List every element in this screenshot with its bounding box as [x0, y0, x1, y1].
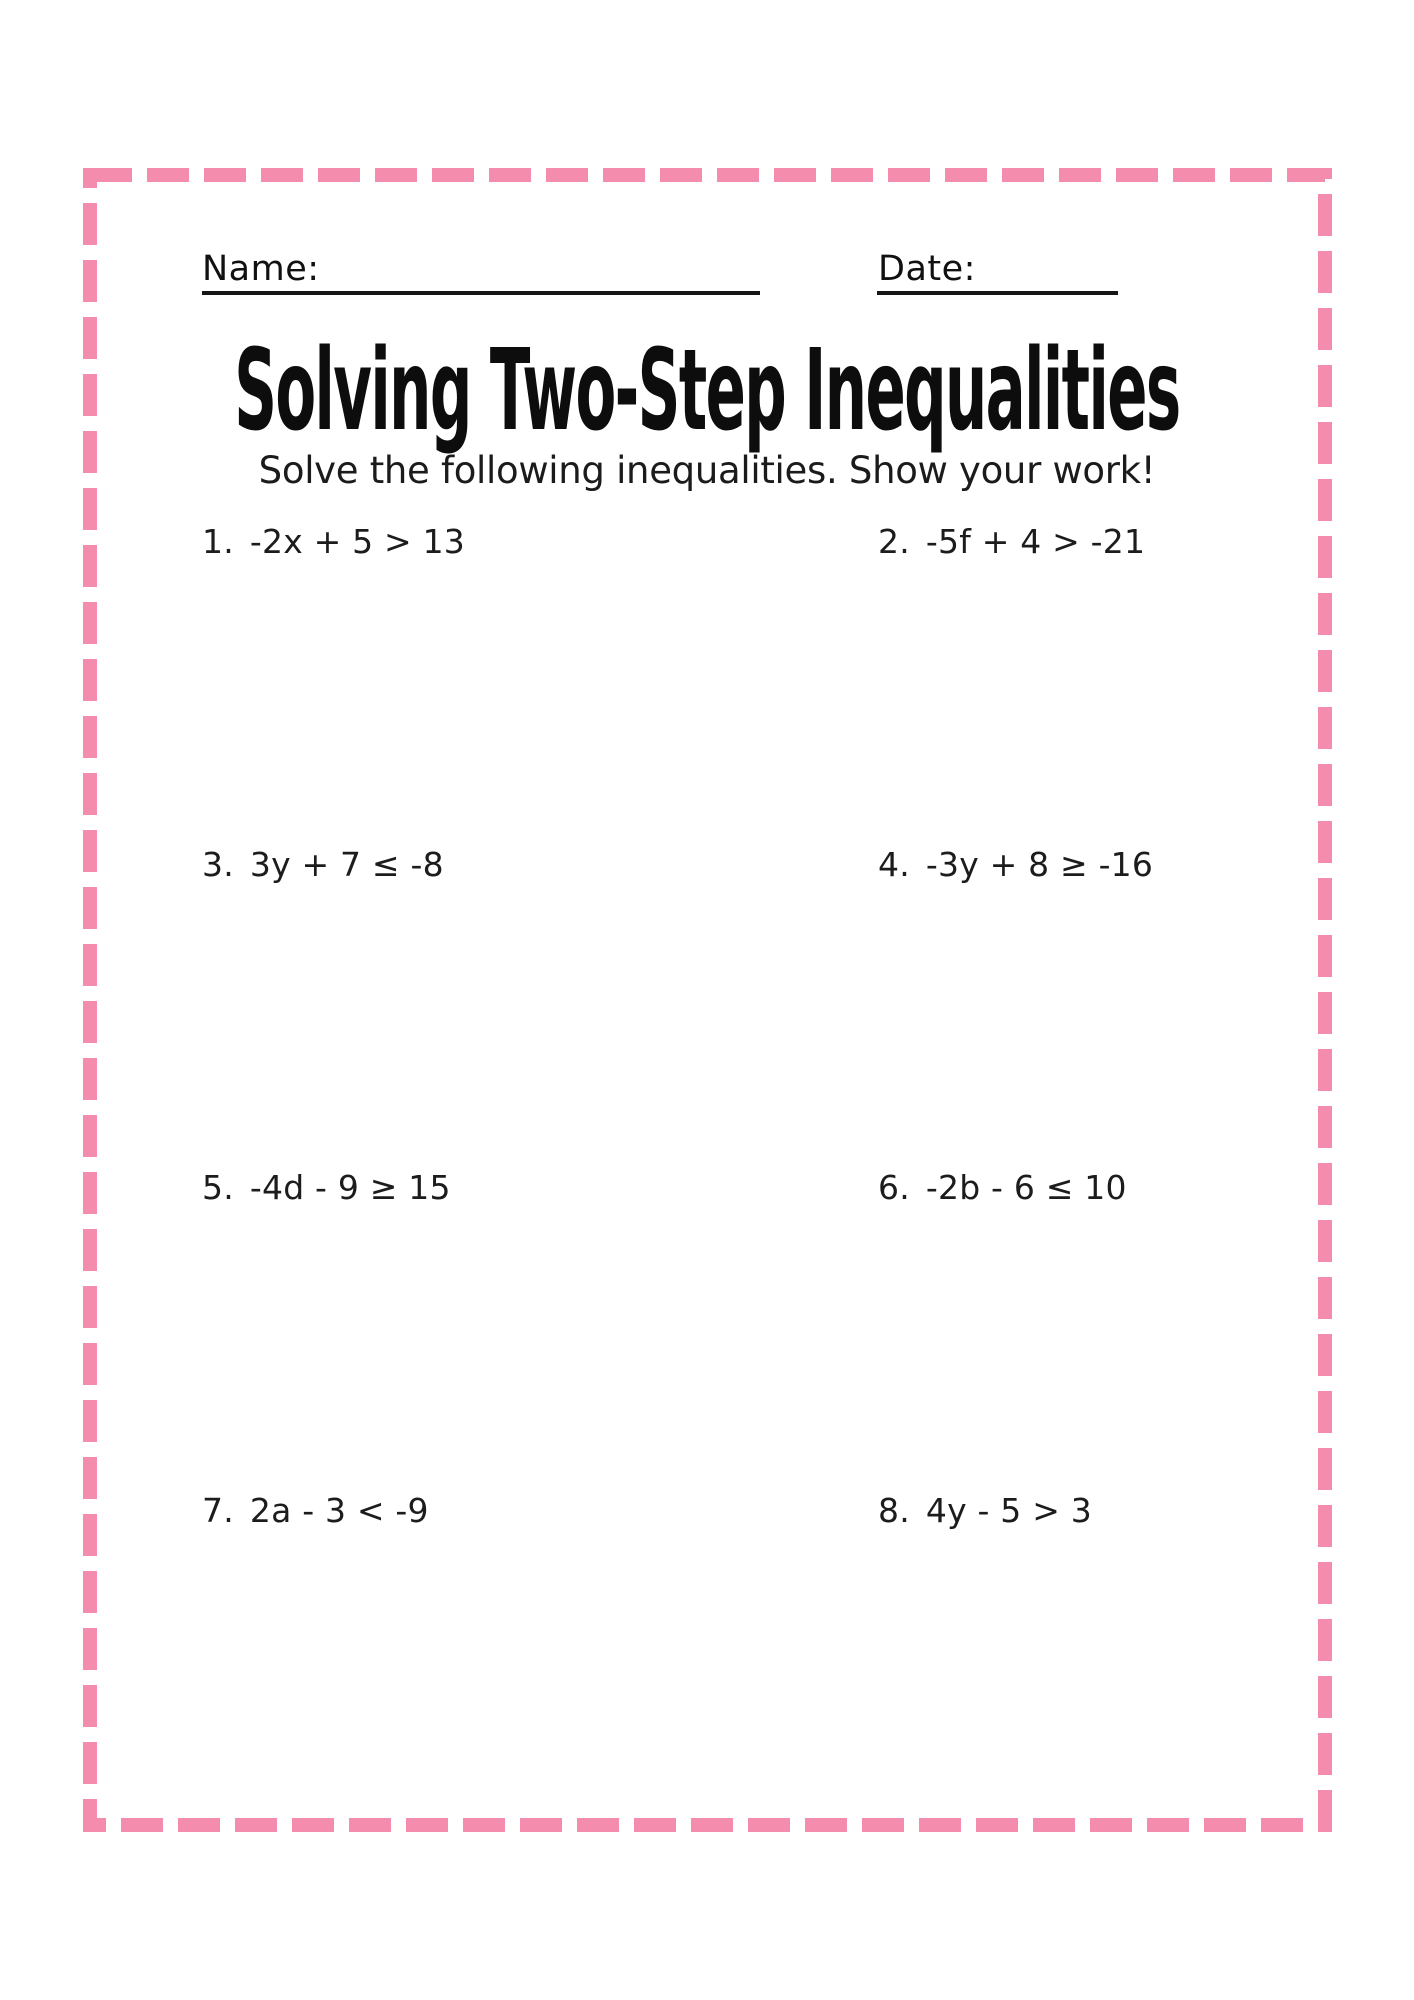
problem-expression: -4d - 9 ≥ 15 — [249, 1168, 451, 1207]
problem-expression: 3y + 7 ≤ -8 — [249, 845, 444, 884]
worksheet-instructions: Solve the following inequalities. Show your work! — [258, 449, 1156, 492]
problem-number: 1. — [202, 522, 234, 561]
name-field-line — [202, 291, 760, 295]
problem-number: 7. — [202, 1491, 234, 1530]
problem-7 — [202, 1491, 429, 1530]
problem-4 — [878, 845, 1153, 884]
problem-number: 3. — [202, 845, 234, 884]
problem-number: 5. — [202, 1168, 234, 1207]
problem-5 — [202, 1168, 451, 1207]
date-field-line — [877, 291, 1118, 295]
problem-expression: -2b - 6 ≤ 10 — [925, 1168, 1127, 1207]
problem-number: 6. — [878, 1168, 910, 1207]
problem-1 — [202, 522, 465, 561]
title-row — [0, 326, 1414, 456]
problem-expression: -5f + 4 > -21 — [925, 522, 1146, 561]
problem-expression: 2a - 3 < -9 — [249, 1491, 429, 1530]
problem-expression: 4y - 5 > 3 — [925, 1491, 1092, 1530]
problem-2 — [878, 522, 1145, 561]
problem-8 — [878, 1491, 1092, 1530]
problem-number: 4. — [878, 845, 910, 884]
problem-3 — [202, 845, 444, 884]
worksheet-title: Solving Two-Step Inequalities — [234, 326, 1180, 456]
date-label: Date: — [878, 249, 976, 289]
problem-6 — [878, 1168, 1127, 1207]
problem-expression: -3y + 8 ≥ -16 — [925, 845, 1154, 884]
problem-expression: -2x + 5 > 13 — [249, 522, 465, 561]
problem-number: 8. — [878, 1491, 910, 1530]
problem-number: 2. — [878, 522, 910, 561]
name-label: Name: — [202, 249, 320, 289]
